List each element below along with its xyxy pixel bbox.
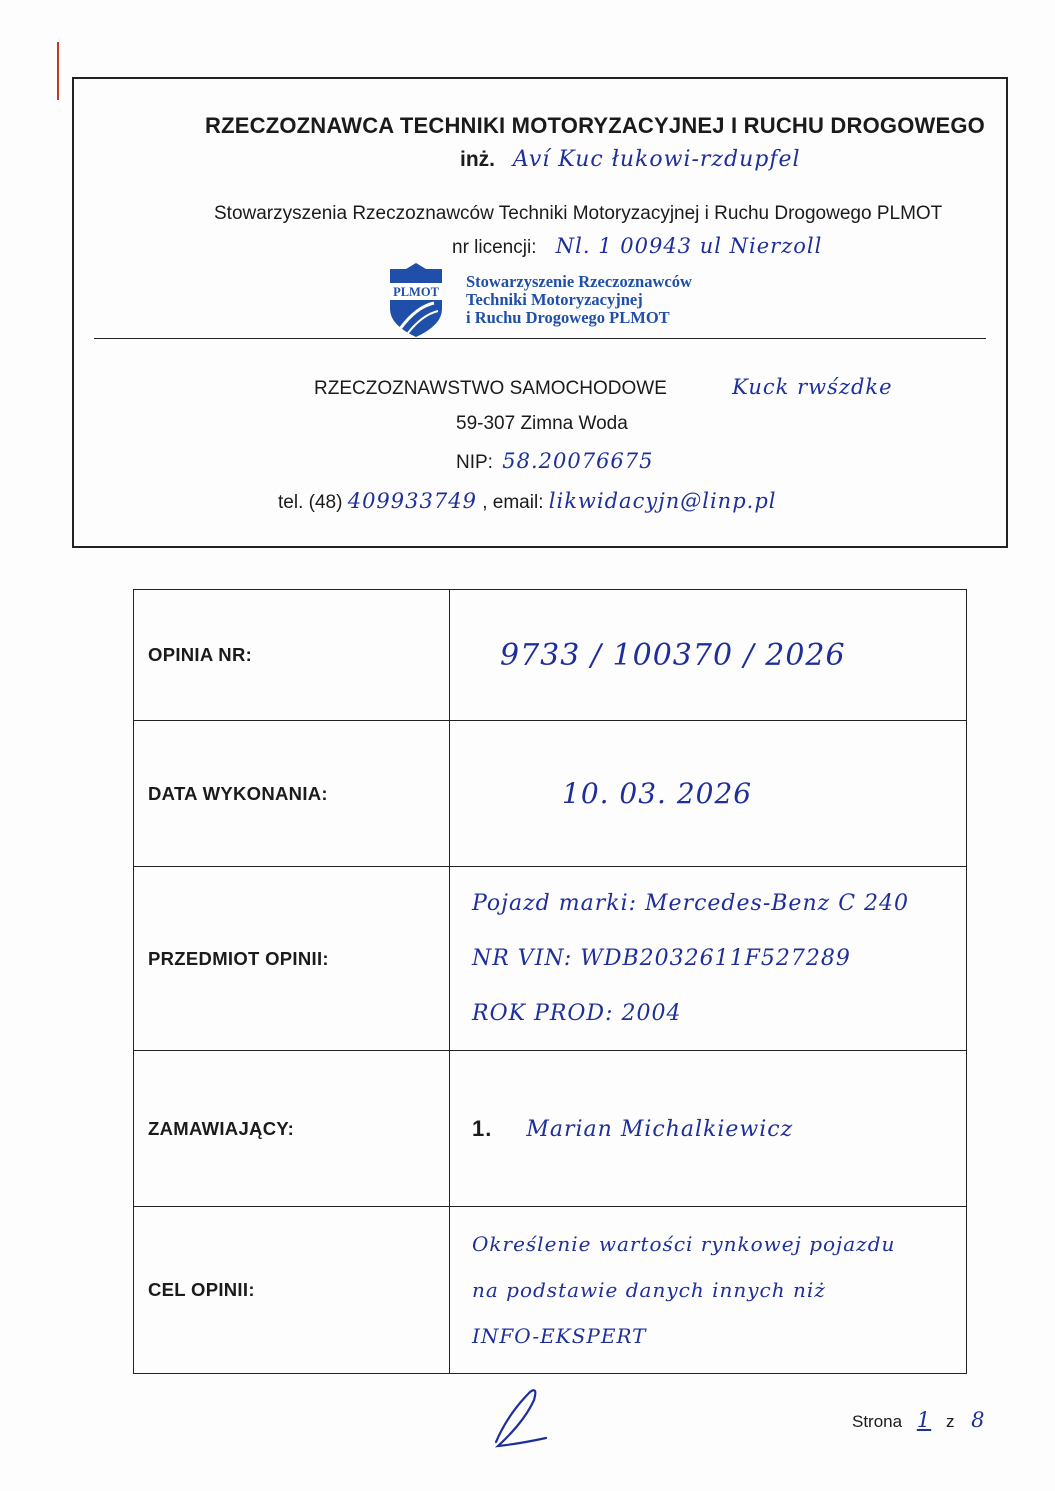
email-value: likwidacyjn@linp.pl bbox=[548, 489, 777, 513]
orderer-cell bbox=[450, 1051, 967, 1207]
expert-header bbox=[72, 77, 1008, 548]
page-label: Strona bbox=[852, 1412, 903, 1431]
engineer-label: inż. bbox=[460, 148, 495, 171]
orderer-value bbox=[472, 1116, 966, 1142]
subject-line-year: ROK PROD: 2004 bbox=[472, 1001, 682, 1026]
opinion-number-label: OPINIA NR: bbox=[134, 590, 450, 721]
engineer-line bbox=[460, 147, 801, 172]
goal-line-2: na podstawie danych innych niż bbox=[472, 1278, 826, 1302]
page-indicator bbox=[852, 1408, 996, 1432]
tel-label: tel. (48) bbox=[278, 492, 343, 513]
subject-label: PRZEDMIOT OPINII: bbox=[134, 867, 450, 1051]
nip-value: 58.20076675 bbox=[502, 449, 654, 473]
nip-label: NIP: bbox=[456, 452, 493, 473]
license-value: Nl. 1 00943 ul Nierzoll bbox=[555, 234, 823, 258]
license-line bbox=[452, 234, 822, 259]
goal-line-3: INFO-EKSPERT bbox=[472, 1324, 647, 1348]
execution-date-cell bbox=[450, 721, 967, 867]
opinion-table bbox=[133, 589, 967, 1374]
firm-name: Kuck rwśzdke bbox=[732, 375, 893, 399]
nip-line bbox=[456, 449, 654, 474]
table-row bbox=[134, 590, 967, 721]
orderer-number: 1. bbox=[472, 1115, 493, 1141]
table-row bbox=[134, 1207, 967, 1374]
goal-label: CEL OPINII: bbox=[134, 1207, 450, 1374]
header-divider bbox=[94, 338, 986, 339]
firm-line bbox=[314, 375, 893, 400]
goal-value bbox=[472, 1221, 966, 1359]
subject-cell bbox=[450, 867, 967, 1051]
logo-line-3: i Ruchu Drogowego PLMOT bbox=[466, 308, 670, 327]
table-row bbox=[134, 867, 967, 1051]
page-total: 8 bbox=[971, 1408, 986, 1432]
license-label: nr licencji: bbox=[452, 237, 537, 258]
table-row bbox=[134, 721, 967, 867]
signature bbox=[488, 1384, 558, 1454]
table-row bbox=[134, 1051, 967, 1207]
tel-value: 409933749 bbox=[347, 489, 477, 513]
firm-address: 59-307 Zimna Woda bbox=[456, 413, 628, 434]
association-name: Stowarzyszenia Rzeczoznawców Techniki Motoryzacyjnej i Ruchu Drogowego PLMOT bbox=[214, 203, 943, 224]
logo-line-2: Techniki Motoryzacyjnej bbox=[466, 290, 643, 309]
logo-line-1: Stowarzyszenie Rzeczoznawców bbox=[466, 272, 692, 291]
page-of: z bbox=[945, 1412, 955, 1431]
orderer-label: ZAMAWIAJĄCY: bbox=[134, 1051, 450, 1207]
email-label: , email: bbox=[482, 492, 544, 513]
goal-cell bbox=[450, 1207, 967, 1374]
goal-line-1: Określenie wartości rynkowej pojazdu bbox=[472, 1232, 896, 1256]
contact-line bbox=[278, 489, 776, 514]
margin-mark bbox=[57, 42, 59, 100]
logo-emblem-text: PLMOT bbox=[393, 285, 439, 299]
subject-line-make: Pojazd marki: Mercedes-Benz C 240 bbox=[472, 891, 910, 916]
plmot-logo-icon bbox=[386, 263, 446, 337]
opinion-number-cell bbox=[450, 590, 967, 721]
execution-date-label: DATA WYKONANIA: bbox=[134, 721, 450, 867]
header-title: RZECZOZNAWCA TECHNIKI MOTORYZACYJNEJ I RUCHU DROGOWEGO bbox=[205, 113, 985, 138]
firm-label: RZECZOZNAWSTWO SAMOCHODOWE bbox=[314, 378, 667, 399]
engineer-name: Aví Kuc łukowi-rzdupfel bbox=[512, 147, 801, 172]
logo-text bbox=[466, 273, 692, 327]
execution-date-value: 10. 03. 2026 bbox=[562, 777, 753, 810]
orderer-name: Marian Michalkiewicz bbox=[526, 1116, 794, 1142]
subject-value bbox=[472, 876, 966, 1041]
page-current: 1 bbox=[916, 1408, 932, 1432]
opinion-number-value: 9733 / 100370 / 2026 bbox=[500, 637, 846, 673]
subject-line-vin: NR VIN: WDB2032611F527289 bbox=[472, 946, 851, 971]
